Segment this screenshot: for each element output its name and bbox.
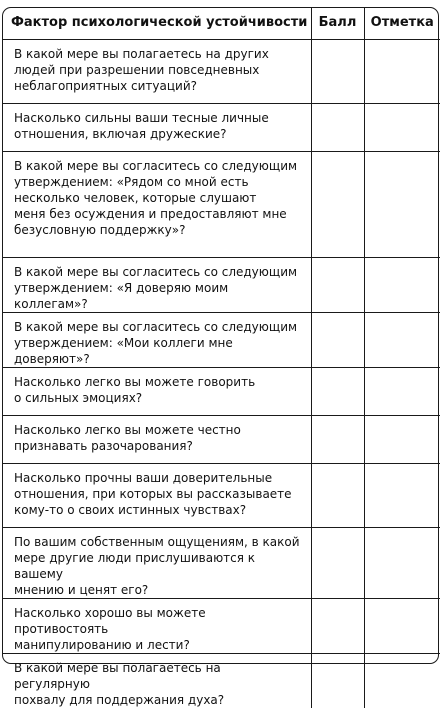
- score-cell[interactable]: [311, 151, 364, 257]
- mark-cell[interactable]: [364, 463, 440, 527]
- score-cell[interactable]: [311, 598, 364, 653]
- table-row: [3, 39, 440, 103]
- mark-cell[interactable]: [364, 103, 440, 151]
- mark-cell[interactable]: [364, 39, 440, 103]
- question-cell: Насколько хорошо вы можете противостоять манипулированию и лести?: [3, 598, 311, 653]
- score-cell[interactable]: [311, 415, 364, 463]
- mark-cell[interactable]: [364, 527, 440, 598]
- table-header: [3, 8, 440, 39]
- header-factor: Фактор психологической устойчивости: [3, 8, 311, 39]
- header-score: Балл: [311, 8, 364, 39]
- table-row: [3, 257, 440, 312]
- score-cell[interactable]: [311, 103, 364, 151]
- table-row: [3, 653, 440, 708]
- question-cell: Насколько легко вы можете говорить о сильных эмоциях?: [3, 367, 311, 415]
- table-row: [3, 598, 440, 653]
- question-cell: В какой мере вы согласитесь со следующим утверждением: «Рядом со мной есть несколько человек, которые слушают меня без осуждения и предоставляют мне безусловную поддержку»?: [3, 151, 311, 257]
- mark-cell[interactable]: [364, 598, 440, 653]
- resilience-factors-table: [3, 8, 440, 708]
- question-cell: Насколько легко вы можете честно признавать разочарования?: [3, 415, 311, 463]
- question-cell: Насколько прочны ваши доверительные отношения, при которых вы рассказываете кому-то о своих истинных чувствах?: [3, 463, 311, 527]
- question-cell: Насколько сильны ваши тесные личные отношения, включая дружеские?: [3, 103, 311, 151]
- mark-cell[interactable]: [364, 415, 440, 463]
- mark-cell[interactable]: [364, 367, 440, 415]
- question-cell: В какой мере вы согласитесь со следующим утверждением: «Я доверяю моим коллегам»?: [3, 257, 311, 312]
- score-cell[interactable]: [311, 463, 364, 527]
- table-row: [3, 367, 440, 415]
- score-cell[interactable]: [311, 653, 364, 708]
- mark-cell[interactable]: [364, 151, 440, 257]
- score-cell[interactable]: [311, 527, 364, 598]
- score-cell[interactable]: [311, 39, 364, 103]
- score-cell[interactable]: [311, 312, 364, 367]
- resilience-factors-table-frame: [2, 7, 439, 707]
- question-cell: По вашим собственным ощущениям, в какой мере другие люди прислушиваются к вашему мнению и ценят его?: [3, 527, 311, 598]
- table-row: [3, 527, 440, 598]
- table-row: [3, 415, 440, 463]
- score-cell[interactable]: [311, 257, 364, 312]
- mark-cell[interactable]: [364, 312, 440, 367]
- mark-cell[interactable]: [364, 257, 440, 312]
- header-row: [3, 8, 440, 39]
- table-row: [3, 463, 440, 527]
- score-cell[interactable]: [311, 367, 364, 415]
- table-row: [3, 312, 440, 367]
- table-row: [3, 151, 440, 257]
- question-cell: В какой мере вы полагаетесь на других людей при разрешении повседневных неблагоприятных ситуаций?: [3, 39, 311, 103]
- question-cell: В какой мере вы полагаетесь на регулярную похвалу для поддержания духа?: [3, 653, 311, 708]
- mark-cell[interactable]: [364, 653, 440, 708]
- question-cell: В какой мере вы согласитесь со следующим утверждением: «Мои коллеги мне доверяют»?: [3, 312, 311, 367]
- table-body: [3, 39, 440, 708]
- header-mark: Отметка: [364, 8, 440, 39]
- table-row: [3, 103, 440, 151]
